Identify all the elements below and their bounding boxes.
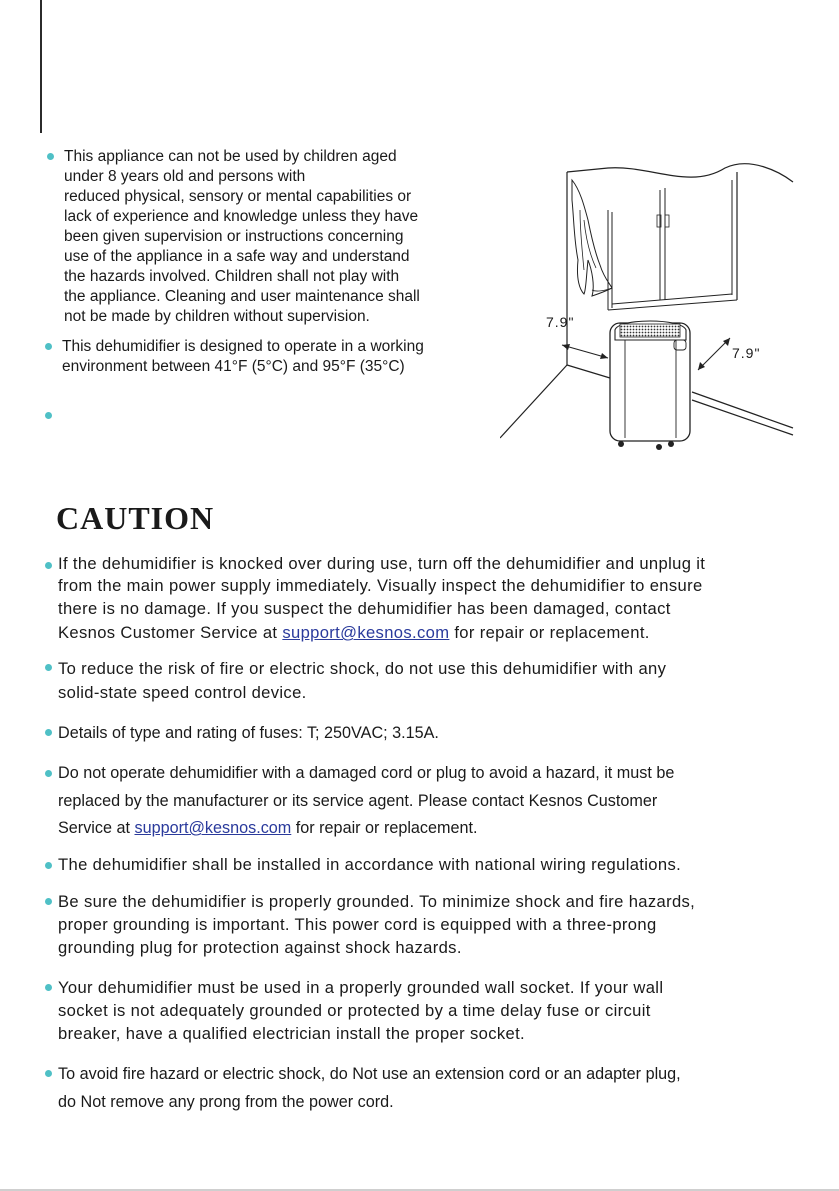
caution-text-line: To avoid fire hazard or electric shock, do Not use an extension cord or an adapter plug, <box>58 1065 681 1083</box>
caution-text-line: The dehumidifier shall be installed in accordance with national wiring regulations. <box>58 855 682 874</box>
caution-text-line: socket is not adequately grounded or protected by a time delay fuse or circuit <box>58 1001 651 1020</box>
dehumidifier-clearance-illustration <box>500 160 800 460</box>
bullet-dot <box>45 862 52 869</box>
bullet-dot <box>45 770 52 777</box>
caution-text-line: there is no damage. If you suspect the dehumidifier has been damaged, contact <box>58 599 671 618</box>
bullet-text-line: under 8 years old and persons with <box>64 168 306 185</box>
caution-text-line <box>58 622 650 644</box>
bullet-dot <box>45 984 52 991</box>
caution-text-line <box>58 817 478 839</box>
caution-text-line: If the dehumidifier is knocked over during use, turn off the dehumidifier and unplug it <box>58 554 706 573</box>
bullet-text-line: the appliance. Cleaning and user maintenance shall <box>64 288 420 305</box>
bullet-text-line: not be made by children without supervision. <box>64 308 370 325</box>
bullet-dot <box>45 1070 52 1077</box>
caution-text-segment: Kesnos Customer Service at <box>58 623 283 642</box>
clearance-left-label: 7.9" <box>546 314 575 330</box>
bullet-dot <box>45 343 52 350</box>
caution-text-segment: Service at <box>58 819 135 837</box>
caution-heading: CAUTION <box>56 500 215 536</box>
caution-text-line: replaced by the manufacturer or its service agent. Please contact Kesnos Customer <box>58 792 658 810</box>
clearance-right-label: 7.9" <box>732 345 761 361</box>
bullet-text-line: use of the appliance in a safe way and understand <box>64 248 410 265</box>
caution-text-line: Details of type and rating of fuses: T; 250VAC; 3.15A. <box>58 724 439 742</box>
caution-text-line: Be sure the dehumidifier is properly grounded. To minimize shock and fire hazards, <box>58 892 696 911</box>
caution-text-line: breaker, have a qualified electrician install the proper socket. <box>58 1024 525 1043</box>
bullet-text-line: been given supervision or instructions concerning <box>64 228 404 245</box>
bullet-dot <box>45 562 52 569</box>
bullet-dot <box>45 412 52 419</box>
bullet-text-line: reduced physical, sensory or mental capabilities or <box>64 188 412 205</box>
caution-text-line: Do not operate dehumidifier with a damaged cord or plug to avoid a hazard, it must be <box>58 764 675 782</box>
caution-text-line: Your dehumidifier must be used in a properly grounded wall socket. If your wall <box>58 978 664 997</box>
caution-text-line: from the main power supply immediately. Visually inspect the dehumidifier to ensure <box>58 576 703 595</box>
bullet-text-line: the hazards involved. Children shall not play with <box>64 268 400 285</box>
caution-text-line: To reduce the risk of fire or electric shock, do not use this dehumidifier with any <box>58 659 667 678</box>
bullet-text-line: This dehumidifier is designed to operate in a working <box>62 338 424 355</box>
bullet-text-line: lack of experience and knowledge unless they have <box>64 208 419 225</box>
bullet-text-line: This appliance can not be used by children aged <box>64 148 397 165</box>
bullet-dot <box>45 898 52 905</box>
bullet-text-line: environment between 41°F (5°C) and 95°F (35°C) <box>62 358 405 375</box>
support-email-link[interactable]: support@kesnos.com <box>134 819 292 837</box>
caution-text-line: proper grounding is important. This power cord is equipped with a three-prong <box>58 915 657 934</box>
margin-rule <box>40 0 42 133</box>
bullet-dot <box>47 153 54 160</box>
caution-text-line: solid-state speed control device. <box>58 683 307 702</box>
caution-text-segment: for repair or replacement. <box>291 819 478 837</box>
support-email-link[interactable]: support@kesnos.com <box>282 623 450 642</box>
caution-text-line: do Not remove any prong from the power cord. <box>58 1093 394 1111</box>
bullet-dot <box>45 729 52 736</box>
caution-text-line: grounding plug for protection against shock hazards. <box>58 938 462 957</box>
caution-text-segment: for repair or replacement. <box>449 623 650 642</box>
bullet-dot <box>45 664 52 671</box>
